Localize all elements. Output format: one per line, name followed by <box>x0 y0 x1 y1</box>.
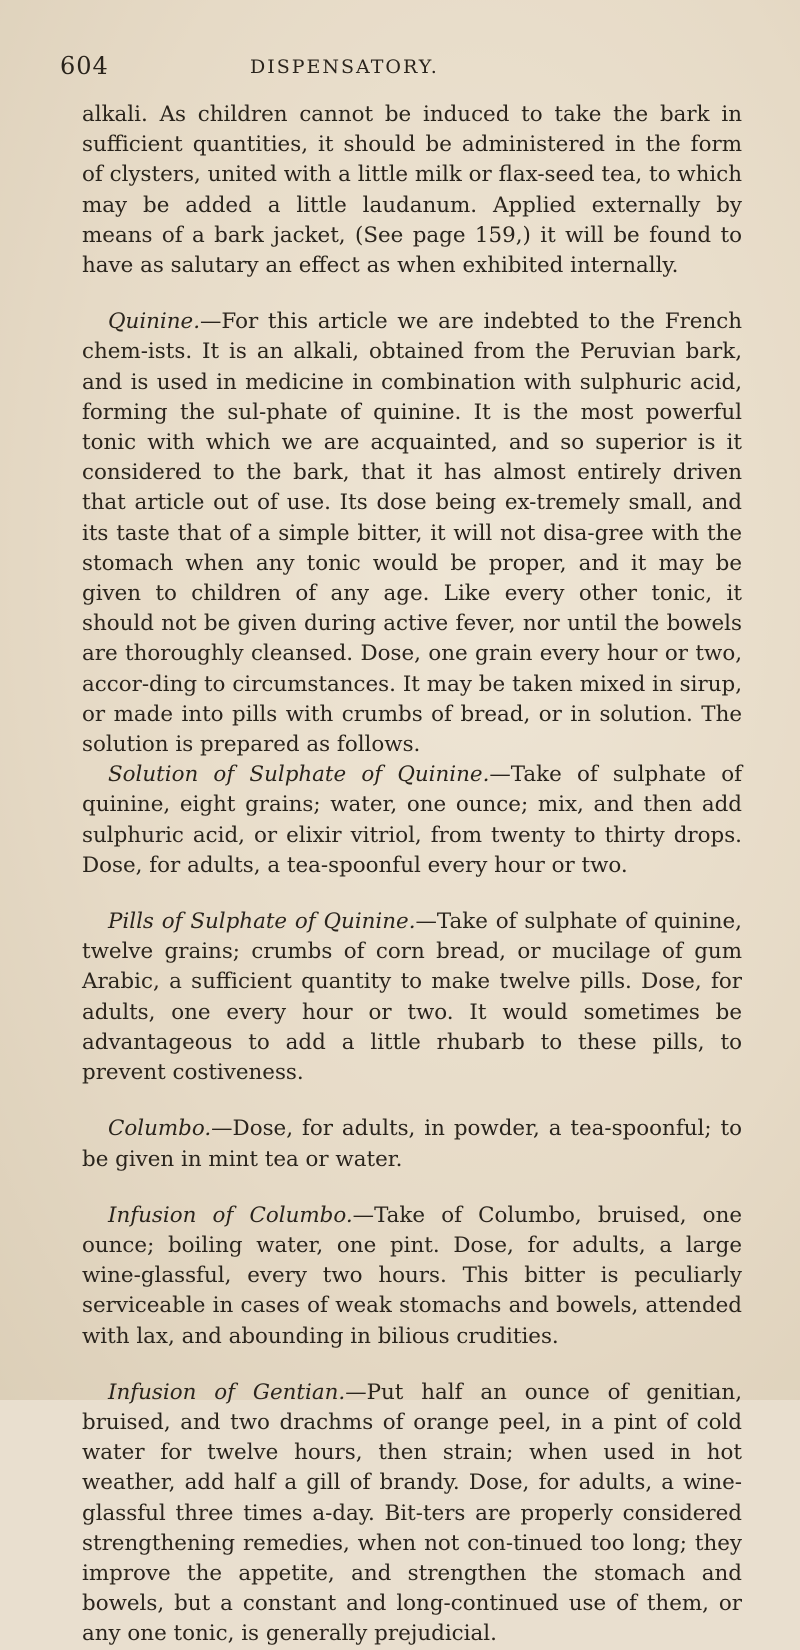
paragraph-lead: Infusion of Columbo. <box>108 1202 353 1228</box>
paragraph-text: —Take of sulphate of quinine, eight grains; water, one ounce; mix, and then add sulphuric acid, or elixir vitriol, from twenty to thirty drops. Dose, for adults, a tea-spoonful every hour or two. <box>82 762 742 878</box>
paragraph-text: —Take of Columbo, bruised, one ounce; boiling water, one pint. Dose, for adults, a large wine-glassful, every two hours. This bitter is peculiarly serviceable in cases of weak stomachs and bowels, attended with lax, and abounding in bilious crudities. <box>82 1202 742 1349</box>
paragraph-text: —Put half an ounce of genitian, bruised, and two drachms of orange peel, in a pint of cold water for twelve hours, then strain; when used in hot weather, add half a gill of brandy. Dose, for adults, a wine-glassful three times a-day. Bit-ters are properly considered strengthening remedies, when not con-tinued too long; they improve the appetite, and strengthen the stomach and bowels, but a constant and long-continued use of them, or any one tonic, is generally prejudicial. <box>82 1379 743 1647</box>
paragraph-infusion-columbo <box>82 1201 742 1352</box>
paragraph-lead: Solution of Sulphate of Quinine. <box>108 762 490 788</box>
page-number: 604 <box>60 52 109 80</box>
paragraph-text: —Take of sulphate of quinine, twelve grains; crumbs of corn bread, or mucilage of gum Arabic, a sufficient quantity to make twelve pills. Dose, for adults, one every hour or two. It would sometimes be advantageous to add a little rhubarb to these pills, to prevent costiveness. <box>82 909 742 1086</box>
paragraph-lead: Infusion of Gentian. <box>108 1379 346 1405</box>
paragraph-quinine <box>82 307 742 760</box>
paragraph-text: —For this article we are indebted to the French chem-ists. It is an alkali, obtained from the Peruvian bark, and is used in medicine in combination with sulphuric acid, forming the sul-phate of quinine. It is the most powerful tonic with which we are acquainted, and so superior is it considered to the bark, that it has almost entirely driven that article out of use. Its dose being ex-tremely small, and its taste that of a simple bitter, it will not disa-gree with the stomach when any tonic would be proper, and it may be given to children of any age. Like every other tonic, it should not be given during active fever, nor until the bowels are thoroughly cleansed. Dose, one grain every hour or two, accor-ding to circumstances. It may be taken mixed in sirup, or made into pills with crumbs of bread, or in solution. The solution is prepared as follows. <box>82 309 742 758</box>
paragraph-lead: Pills of Sulphate of Quinine. <box>108 909 416 935</box>
paragraph-pills-sulphate-quinine <box>82 907 742 1088</box>
paragraph-solution-sulphate-quinine <box>82 760 742 881</box>
paragraph-text: —Dose, for adults, in powder, a tea-spoonful; to be given in mint tea or water. <box>82 1116 742 1172</box>
paragraph-alkali <box>82 100 742 281</box>
paragraph-text: alkali. As children cannot be induced to take the bark in sufficient quantities, it should be administered in the form of clysters, united with a little milk or flax-seed tea, to which may be added a little laudanum. Applied externally by means of a bark jacket, (See page 159,) it will be found to have as salutary an effect as when exhibited internally. <box>82 102 742 279</box>
body-text <box>82 100 742 1650</box>
paragraph-lead: Columbo. <box>108 1116 212 1142</box>
paragraph-columbo <box>82 1114 742 1174</box>
paragraph-infusion-gentian <box>82 1378 742 1650</box>
paragraph-lead: Quinine. <box>108 309 201 335</box>
running-head: DISPENSATORY. <box>250 56 439 78</box>
page-header <box>60 52 740 82</box>
